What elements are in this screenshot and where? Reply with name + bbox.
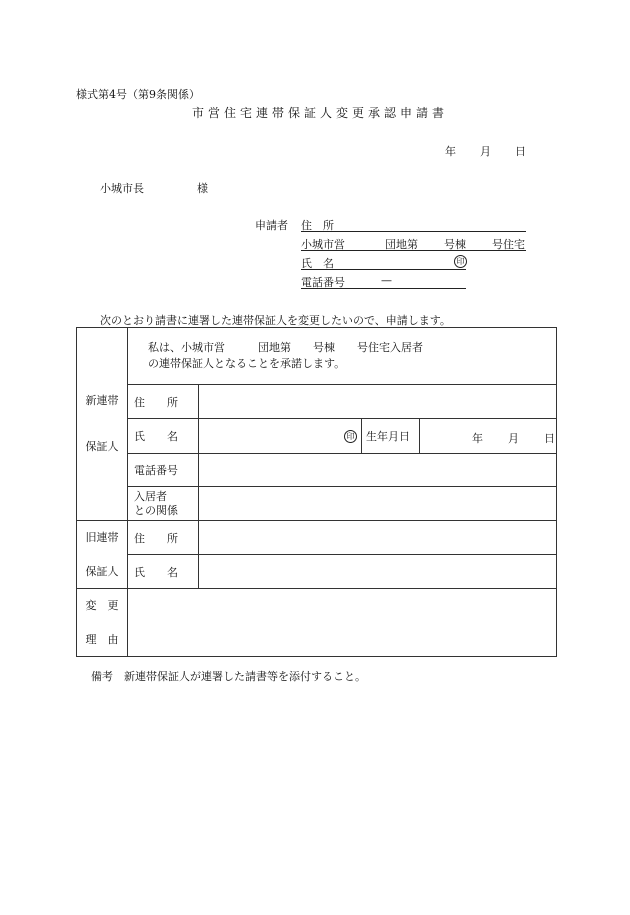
old-name-field[interactable] — [199, 555, 557, 589]
footnote: 備考 新連帯保証人が連署した請書等を添付すること。 — [91, 670, 366, 683]
seal-mark-icon: 印 — [454, 255, 467, 268]
new-phone-label: 電話番号 — [128, 454, 199, 487]
applicant-label: 申請者 — [255, 219, 288, 232]
applicant-address-label: 住 所 — [301, 219, 334, 232]
applicant-name-label: 氏 名 — [301, 257, 334, 270]
applicant-residence-field — [301, 236, 526, 251]
birth-date-label: 生年月日 — [362, 419, 420, 454]
birth-month-label: 月 — [508, 432, 519, 445]
date-year: 年 — [445, 145, 456, 158]
residence-building: 号棟 — [444, 238, 466, 251]
birth-year-label: 年 — [472, 432, 483, 445]
new-guarantor-group-label: 新連帯 保証人 — [77, 328, 128, 521]
applicant-name-field — [301, 255, 466, 270]
new-name-label: 氏 名 — [128, 419, 199, 454]
old-name-label: 氏 名 — [128, 555, 199, 589]
new-name-field[interactable] — [199, 419, 362, 454]
new-phone-field[interactable] — [199, 454, 557, 487]
reason-label: 変 更 理 由 — [77, 589, 128, 657]
application-table — [76, 327, 557, 657]
residence-city: 小城市営 — [301, 238, 345, 251]
relation-field[interactable] — [199, 487, 557, 521]
old-guarantor-group-label: 旧連帯 保証人 — [77, 521, 128, 589]
applicant-phone-field — [301, 274, 466, 289]
applicant-phone-label: 電話番号 — [301, 276, 345, 289]
applicant-address-field — [301, 217, 526, 232]
seal-mark-icon: 印 — [344, 430, 357, 443]
form-number: 様式第4号（第9条関係） — [76, 88, 200, 101]
birth-day-label: 日 — [544, 432, 555, 445]
document-title: 市営住宅連帯保証人変更承認申請書 — [192, 106, 449, 120]
date-day: 日 — [515, 145, 526, 158]
date-month: 月 — [480, 145, 491, 158]
intro-text: 次のとおり請書に連署した連帯保証人を変更したいので、申請します。 — [100, 314, 451, 327]
phone-separator: — — [381, 274, 392, 287]
reason-field[interactable] — [128, 589, 557, 657]
residence-complex: 団地第 — [385, 238, 418, 251]
old-address-field[interactable] — [199, 521, 557, 555]
new-address-label: 住 所 — [128, 385, 199, 419]
residence-unit: 号住宅 — [492, 238, 525, 251]
addressee-name: 小城市長 — [100, 182, 144, 195]
old-address-label: 住 所 — [128, 521, 199, 555]
consent-statement: 私は、小城市営 団地第 号棟 号住宅入居者 の連帯保証人となることを承諾します。 — [128, 328, 557, 385]
new-address-field[interactable] — [199, 385, 557, 419]
addressee-honorific: 様 — [197, 182, 208, 195]
relation-label: 入居者 との関係 — [128, 487, 199, 521]
birth-date-field[interactable] — [420, 419, 557, 454]
